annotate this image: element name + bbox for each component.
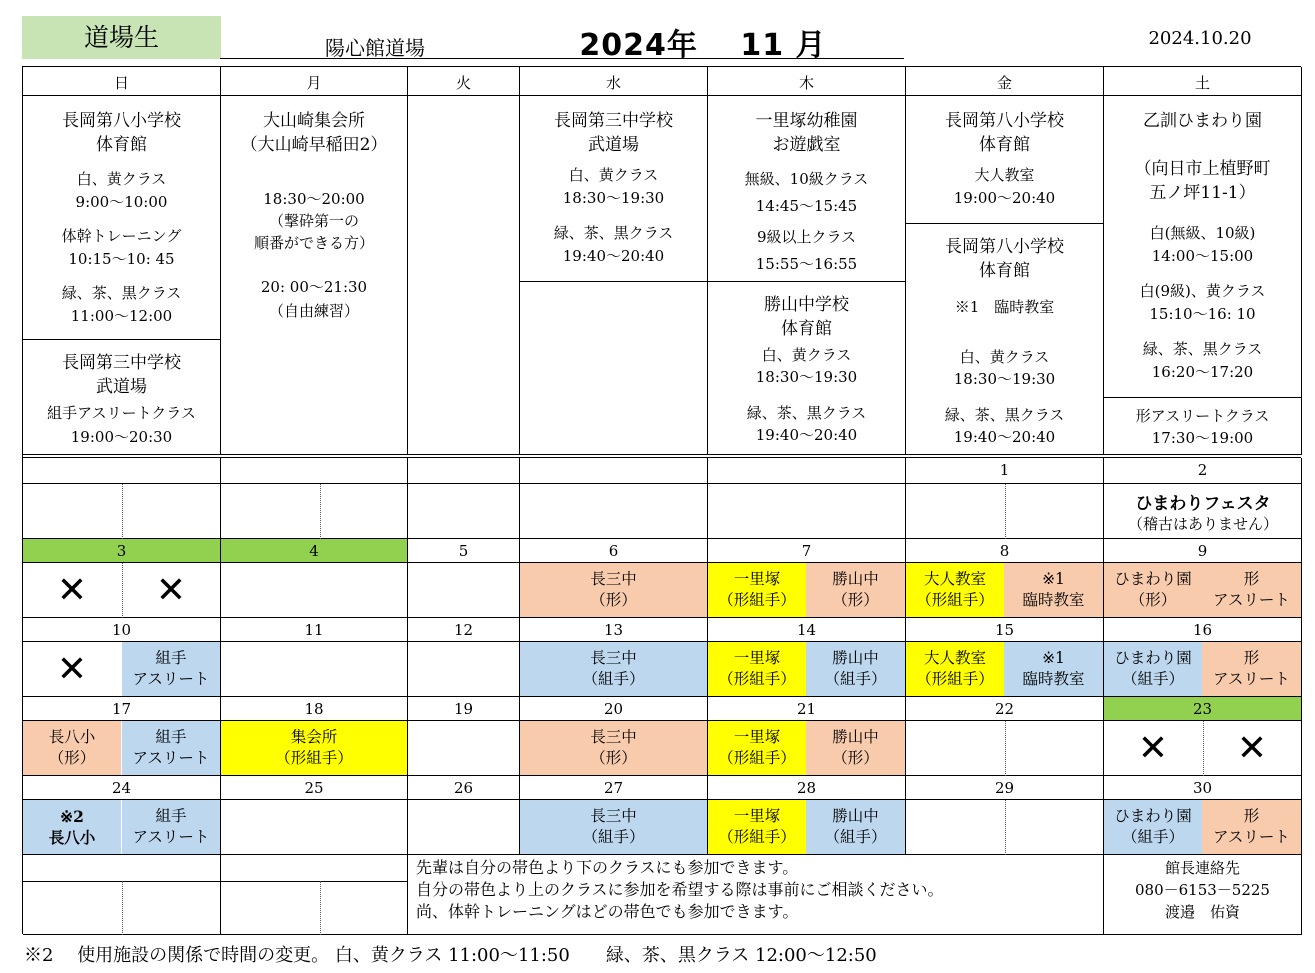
- shukai-line1: 集会所: [290, 728, 338, 746]
- kata-ath-line2: アスリート: [1213, 591, 1290, 609]
- schedule-line: 武道場: [588, 135, 639, 155]
- day-number: 9: [1197, 542, 1208, 560]
- hima-kumite-line1: ひまわり園: [1114, 649, 1192, 667]
- hima-kata-line1: ひまわり園: [1114, 570, 1192, 588]
- katsu-kumite: [806, 800, 905, 854]
- schedule-thu-a: [708, 96, 906, 282]
- ichiri: [708, 721, 806, 775]
- day-number-cell: [906, 697, 1104, 721]
- schedule-line: 体育館: [979, 261, 1030, 281]
- schedule-line: 緑、茶、黒クラス: [61, 284, 182, 302]
- hima-kumite-line1: ひまわり園: [1114, 807, 1192, 825]
- day-number-cell: [906, 776, 1104, 800]
- day-number: 6: [608, 542, 619, 560]
- day-number-cell: [23, 776, 221, 800]
- schedule-line: 緑、茶、黒クラス: [746, 404, 867, 422]
- kata-ath-line2: アスリート: [1213, 828, 1290, 846]
- ichiri-line2: （形組手）: [718, 591, 796, 609]
- bottom-mon: [221, 855, 408, 935]
- schedule-line: 10:15～10: 45: [68, 250, 175, 268]
- weekday-header: [520, 67, 708, 96]
- contact-box: [1104, 855, 1302, 935]
- bottom-row-divider: [23, 881, 408, 882]
- cross-10: ✕: [56, 649, 88, 690]
- katsu-kumite-line2: （組手）: [824, 670, 887, 688]
- day-number-cell: [221, 618, 408, 642]
- schedule-line: 15:55～16:55: [755, 255, 858, 273]
- schedule-line: 体育館: [781, 319, 832, 339]
- ichiri-line1: 一里塚: [733, 570, 781, 588]
- rinji: [1004, 642, 1103, 696]
- kumite-ath-line1: 組手: [155, 649, 187, 667]
- schedule-line: 長岡第八小学校: [945, 111, 1064, 131]
- day-activity-cell: [408, 642, 520, 697]
- schedule-line: 長岡第八小学校: [62, 111, 181, 131]
- schedule-line: 組手アスリートクラス: [47, 404, 196, 422]
- day-activity-cell: [408, 800, 520, 855]
- day-number-cell: [408, 776, 520, 800]
- shukai-line2: （形組手）: [275, 749, 353, 767]
- notes-box: [408, 855, 1104, 935]
- kata-ath: [1202, 800, 1301, 854]
- calendar-table: [22, 66, 1301, 934]
- nagasan-kumite: [520, 800, 707, 854]
- day-number: 29: [994, 779, 1015, 797]
- katsu-kumite-line2: （組手）: [824, 828, 887, 846]
- day-activity-cell: [708, 484, 906, 539]
- weekday-label: 日: [113, 74, 129, 92]
- otona-line2: （形組手）: [916, 670, 994, 688]
- rinji-line2: 臨時教室: [1022, 670, 1085, 688]
- day-number: 28: [796, 779, 817, 797]
- kumite-ath-line1: 組手: [155, 728, 187, 746]
- cross-3b: ✕: [155, 570, 187, 611]
- calendar-title: 2024年 11 月: [579, 28, 827, 63]
- day-number: 7: [801, 542, 812, 560]
- hima-kumite-line2: （組手）: [1121, 670, 1184, 688]
- otona-line2: （形組手）: [916, 591, 994, 609]
- schedule-line: 18:30～19:30: [953, 370, 1056, 388]
- day-number-cell: [23, 618, 221, 642]
- weekday-header: [221, 67, 408, 96]
- day-activity-cell: [221, 800, 408, 855]
- nagasan-kata-line2: （形）: [590, 749, 637, 767]
- day-number: 4: [309, 542, 319, 560]
- day-number: 13: [603, 621, 624, 639]
- day-number: 1: [999, 461, 1010, 479]
- nagasan-kata-line2: （形）: [590, 591, 637, 609]
- nagahachi-kata-line1: 長八小: [48, 728, 96, 746]
- katsu-kata-line2: （形）: [832, 749, 879, 767]
- day-number-cell: [221, 539, 408, 563]
- issue-date: 2024.10.20: [1148, 28, 1252, 49]
- day-number-cell: [520, 618, 708, 642]
- half-divider: [1203, 721, 1204, 776]
- weekday-label: 月: [306, 74, 322, 92]
- ichiri-line2: （形組手）: [718, 670, 796, 688]
- katsu-kumite-line1: 勝山中: [832, 649, 879, 667]
- ichiri: [708, 800, 806, 854]
- day-number: 11: [304, 621, 324, 639]
- schedule-line: 15:10～16: 10: [1149, 305, 1256, 323]
- katsu-kata-line2: （形）: [832, 591, 879, 609]
- schedule-sat-a: [1104, 96, 1302, 398]
- kumite-ath-line1: 組手: [155, 807, 187, 825]
- hima-kata-line2: （形）: [1129, 591, 1177, 609]
- schedule-line: 五ノ坪11-1）: [1149, 183, 1256, 203]
- schedule-line: 長岡第八小学校: [945, 237, 1064, 257]
- rinji-line1: ※1: [1042, 570, 1065, 588]
- kumite-ath: [122, 800, 220, 854]
- kumite-ath-line2: アスリート: [132, 670, 210, 688]
- schedule-line: 大人教室: [974, 166, 1035, 184]
- schedule-line: お遊戯室: [772, 135, 841, 155]
- schedule-line: ※1 臨時教室: [954, 298, 1055, 316]
- note-line: 自分の帯色より上のクラスに参加を希望する際は事前にご相談ください。: [416, 880, 944, 899]
- day-number: 16: [1192, 621, 1213, 639]
- note-line: 先輩は自分の帯色より下のクラスにも参加できます。: [416, 858, 799, 877]
- schedule-line: 9級以上クラス: [756, 228, 857, 246]
- kumite-ath: [122, 642, 220, 696]
- schedule-line: 乙訓ひまわり園: [1143, 111, 1262, 131]
- schedule-line: 16:20～17:20: [1151, 363, 1254, 381]
- schedule-line: 18:30～20:00: [263, 190, 365, 208]
- weekday-header: [1104, 67, 1302, 96]
- day-number: 3: [116, 542, 127, 560]
- day-number-cell: [1104, 618, 1302, 642]
- kata-ath: [1202, 563, 1301, 617]
- day-number: 24: [111, 779, 132, 797]
- kata-ath-line1: 形: [1243, 649, 1260, 667]
- half-divider: [1005, 484, 1006, 539]
- schedule-line: 17:30～19:00: [1151, 429, 1254, 447]
- day-number: 22: [994, 700, 1015, 718]
- nagasan-kata: [520, 563, 707, 617]
- contact-line: 館長連絡先: [1164, 859, 1240, 877]
- day-number: 17: [111, 700, 132, 718]
- day-number: 26: [453, 779, 474, 797]
- day-activity-cell: [221, 642, 408, 697]
- hima-kumite: [1104, 800, 1202, 854]
- nagasan-kata-line1: 長三中: [590, 728, 637, 746]
- day-number: 19: [453, 700, 474, 718]
- schedule-line: 無級、10級クラス: [744, 170, 869, 188]
- schedule-line: 体育館: [96, 135, 147, 155]
- schedule-thu-b: [708, 282, 906, 455]
- day-number-cell: [1104, 539, 1302, 563]
- contact-line: 080－6153－5225: [1135, 881, 1270, 899]
- day-number-cell: [520, 458, 708, 484]
- schedule-sun-b: [23, 340, 221, 455]
- schedule-line: 大山崎集会所: [263, 111, 365, 131]
- day-number: 20: [603, 700, 624, 718]
- cross-3a: ✕: [56, 570, 88, 611]
- day-number-cell: [1104, 776, 1302, 800]
- schedule-line: 白、黄クラス: [76, 170, 167, 188]
- schedule-line: 14:45～15:45: [755, 197, 858, 215]
- schedule-line: 緑、茶、黒クラス: [1142, 340, 1263, 358]
- note2-nagahachi-line1: ※2: [60, 807, 84, 826]
- rinji-line1: ※1: [1042, 649, 1065, 667]
- schedule-line: （自由練習）: [268, 302, 359, 320]
- half-divider: [320, 881, 321, 935]
- katsu-kata-line1: 勝山中: [832, 570, 879, 588]
- rinji: [1004, 563, 1103, 617]
- day-number-cell: [1104, 697, 1302, 721]
- day-number-cell: [23, 458, 221, 484]
- note-line: 尚、体幹トレーニングはどの帯色でも参加できます。: [416, 902, 799, 921]
- kata-ath-line1: 形: [1243, 570, 1260, 588]
- schedule-line: 形アスリートクラス: [1135, 407, 1270, 425]
- cross-23a: ✕: [1137, 728, 1169, 769]
- day-number-cell: [708, 458, 906, 484]
- otona: [906, 642, 1004, 696]
- day-number: 8: [999, 542, 1010, 560]
- ichiri-line1: 一里塚: [733, 728, 781, 746]
- schedule-line: 白(9級)、黄クラス: [1139, 282, 1266, 300]
- schedule-wed-empty: [520, 282, 708, 455]
- day-number: 15: [994, 621, 1015, 639]
- footer-note: ※2 使用施設の関係で時間の変更。 白、黄クラス 11:00～11:50 緑、茶、黒クラス 12:00～12:50: [24, 945, 877, 966]
- schedule-line: 順番ができる方）: [253, 234, 374, 252]
- schedule-fri-a: [906, 96, 1104, 224]
- weekday-header: [906, 67, 1104, 96]
- katsu-kata: [806, 721, 905, 775]
- day-number-cell: [708, 776, 906, 800]
- otona: [906, 563, 1004, 617]
- day-number-cell: [23, 697, 221, 721]
- day-number-cell: [1104, 458, 1302, 484]
- day-number-cell: [408, 458, 520, 484]
- day-number: 18: [304, 700, 324, 718]
- schedule-line: 20: 00～21:30: [260, 278, 368, 296]
- half-divider: [1005, 800, 1006, 855]
- day-activity-cell: [221, 563, 408, 618]
- schedule-wed: [520, 96, 708, 282]
- day-number: 27: [603, 779, 624, 797]
- shukai: [221, 721, 407, 775]
- day-number: 2: [1197, 461, 1208, 479]
- schedule-line: 白、黄クラス: [568, 166, 659, 184]
- hima-kata: [1104, 563, 1202, 617]
- day-number: 12: [453, 621, 474, 639]
- day-number: 23: [1192, 700, 1213, 718]
- nagasan-kumite-line1: 長三中: [590, 649, 637, 667]
- ichiri-line2: （形組手）: [718, 828, 796, 846]
- schedule-line: （大山崎早稲田2）: [240, 135, 388, 155]
- schedule-line: 19:40～20:40: [755, 426, 858, 444]
- weekday-label: 木: [798, 74, 814, 92]
- nagahachi-kata-line2: （形）: [48, 749, 96, 767]
- day-activity-cell: [408, 484, 520, 539]
- cross-23b: ✕: [1236, 728, 1268, 769]
- day-activity-cell: [221, 484, 408, 539]
- day-number: 5: [458, 542, 469, 560]
- festa-title: ひまわりフェスタ: [1135, 494, 1271, 514]
- schedule-line: 11:00～12:00: [70, 307, 173, 325]
- day-number-cell: [520, 697, 708, 721]
- schedule-line: 体育館: [979, 135, 1030, 155]
- weekday-header: [408, 67, 520, 96]
- half-divider: [122, 881, 123, 935]
- otona-line1: 大人教室: [923, 649, 986, 667]
- schedule-line: （撃砕第一の: [268, 212, 359, 230]
- day-number: 21: [796, 700, 817, 718]
- katsu-kata-line1: 勝山中: [832, 728, 879, 746]
- day-number: 10: [111, 621, 132, 639]
- hima-kumite: [1104, 642, 1202, 696]
- schedule-line: 9:00～10:00: [75, 193, 168, 211]
- day-number: 30: [1192, 779, 1213, 797]
- nagasan-kumite-line1: 長三中: [590, 807, 637, 825]
- schedule-line: 白(無級、10級): [1149, 224, 1256, 242]
- weekday-label: 水: [605, 74, 621, 92]
- schedule-sun-a: [23, 96, 221, 340]
- day-number-cell: [708, 697, 906, 721]
- day-number-cell: [520, 539, 708, 563]
- day-activity-cell: [408, 721, 520, 776]
- ichiri-line1: 一里塚: [733, 649, 781, 667]
- katsu-kata: [806, 563, 905, 617]
- day-number-cell: [221, 697, 408, 721]
- kumite-ath-line2: アスリート: [132, 749, 210, 767]
- day-number: 25: [304, 779, 324, 797]
- schedule-line: 長岡第三中学校: [554, 111, 673, 131]
- schedule-line: 14:00～15:00: [1151, 247, 1254, 265]
- katsu-kumite: [806, 642, 905, 696]
- half-divider: [1005, 721, 1006, 776]
- day-number: 14: [796, 621, 817, 639]
- weekday-label: 土: [1194, 74, 1210, 92]
- schedule-fri-b: [906, 224, 1104, 455]
- hima-kumite-line2: （組手）: [1121, 828, 1184, 846]
- weekday-label: 金: [996, 74, 1012, 92]
- badge-dojo-students: 道場生: [22, 16, 221, 59]
- schedule-line: 18:30～19:30: [755, 368, 858, 386]
- weekday-header: [708, 67, 906, 96]
- nagahachi-kata: [23, 721, 121, 775]
- schedule-line: （向日市上植野町: [1134, 159, 1271, 179]
- note2-nagahachi-line2: 長八小: [48, 828, 96, 847]
- day-activity-cell: [520, 484, 708, 539]
- festa-note: （稽古はありません）: [1127, 515, 1278, 533]
- day-number-cell: [906, 458, 1104, 484]
- schedule-line: 白、黄クラス: [959, 348, 1050, 366]
- schedule-line: 19:00～20:40: [953, 189, 1056, 207]
- note2-nagahachi: [23, 800, 121, 854]
- day-activity-cell: [408, 563, 520, 618]
- half-divider: [320, 484, 321, 539]
- schedule-line: 体幹トレーニング: [61, 227, 182, 245]
- schedule-mon: [221, 96, 408, 455]
- kumite-ath: [122, 721, 220, 775]
- day-number-cell: [221, 458, 408, 484]
- katsu-kumite-line1: 勝山中: [832, 807, 879, 825]
- rinji-line2: 臨時教室: [1022, 591, 1085, 609]
- kata-ath: [1202, 642, 1301, 696]
- day-number-cell: [906, 539, 1104, 563]
- day-number-cell: [906, 618, 1104, 642]
- kata-ath-line1: 形: [1243, 807, 1260, 825]
- kata-ath-line2: アスリート: [1213, 670, 1290, 688]
- day-number-cell: [708, 539, 906, 563]
- kumite-ath-line2: アスリート: [132, 828, 210, 846]
- half-divider: [122, 563, 123, 618]
- day-number-cell: [408, 618, 520, 642]
- ichiri-line2: （形組手）: [718, 749, 796, 767]
- nagasan-kumite: [520, 642, 707, 696]
- schedule-line: 19:40～20:40: [562, 247, 665, 265]
- schedule-line: 一里塚幼稚園: [755, 111, 858, 131]
- day-number-cell: [408, 697, 520, 721]
- schedule-sat-b: [1104, 398, 1302, 455]
- dojo-name: 陽心館道場: [325, 36, 425, 60]
- schedule-line: 19:00～20:30: [70, 428, 173, 446]
- day-number-cell: [408, 539, 520, 563]
- schedule-tue: [408, 96, 520, 455]
- weekday-label: 火: [455, 74, 471, 92]
- otona-line1: 大人教室: [923, 570, 986, 588]
- ichiri: [708, 563, 806, 617]
- nagasan-kumite-line2: （組手）: [582, 828, 645, 846]
- day-number-cell: [708, 618, 906, 642]
- schedule-line: 19:40～20:40: [953, 428, 1056, 446]
- schedule-line: 武道場: [96, 377, 147, 397]
- schedule-line: 緑、茶、黒クラス: [944, 406, 1065, 424]
- day-number-cell: [520, 776, 708, 800]
- nagasan-kata: [520, 721, 707, 775]
- schedule-line: 緑、茶、黒クラス: [553, 224, 674, 242]
- half-divider: [122, 484, 123, 539]
- day-number-cell: [221, 776, 408, 800]
- day-number-cell: [23, 539, 221, 563]
- nagasan-kata-line1: 長三中: [590, 570, 637, 588]
- ichiri-line1: 一里塚: [733, 807, 781, 825]
- schedule-line: 18:30～19:30: [562, 189, 665, 207]
- ichiri: [708, 642, 806, 696]
- schedule-line: 長岡第三中学校: [62, 353, 181, 373]
- contact-line: 渡邉 佑資: [1164, 903, 1240, 921]
- schedule-line: 白、黄クラス: [761, 346, 852, 364]
- schedule-line: 勝山中学校: [764, 295, 849, 315]
- weekday-header: [23, 67, 221, 96]
- nagasan-kumite-line2: （組手）: [582, 670, 645, 688]
